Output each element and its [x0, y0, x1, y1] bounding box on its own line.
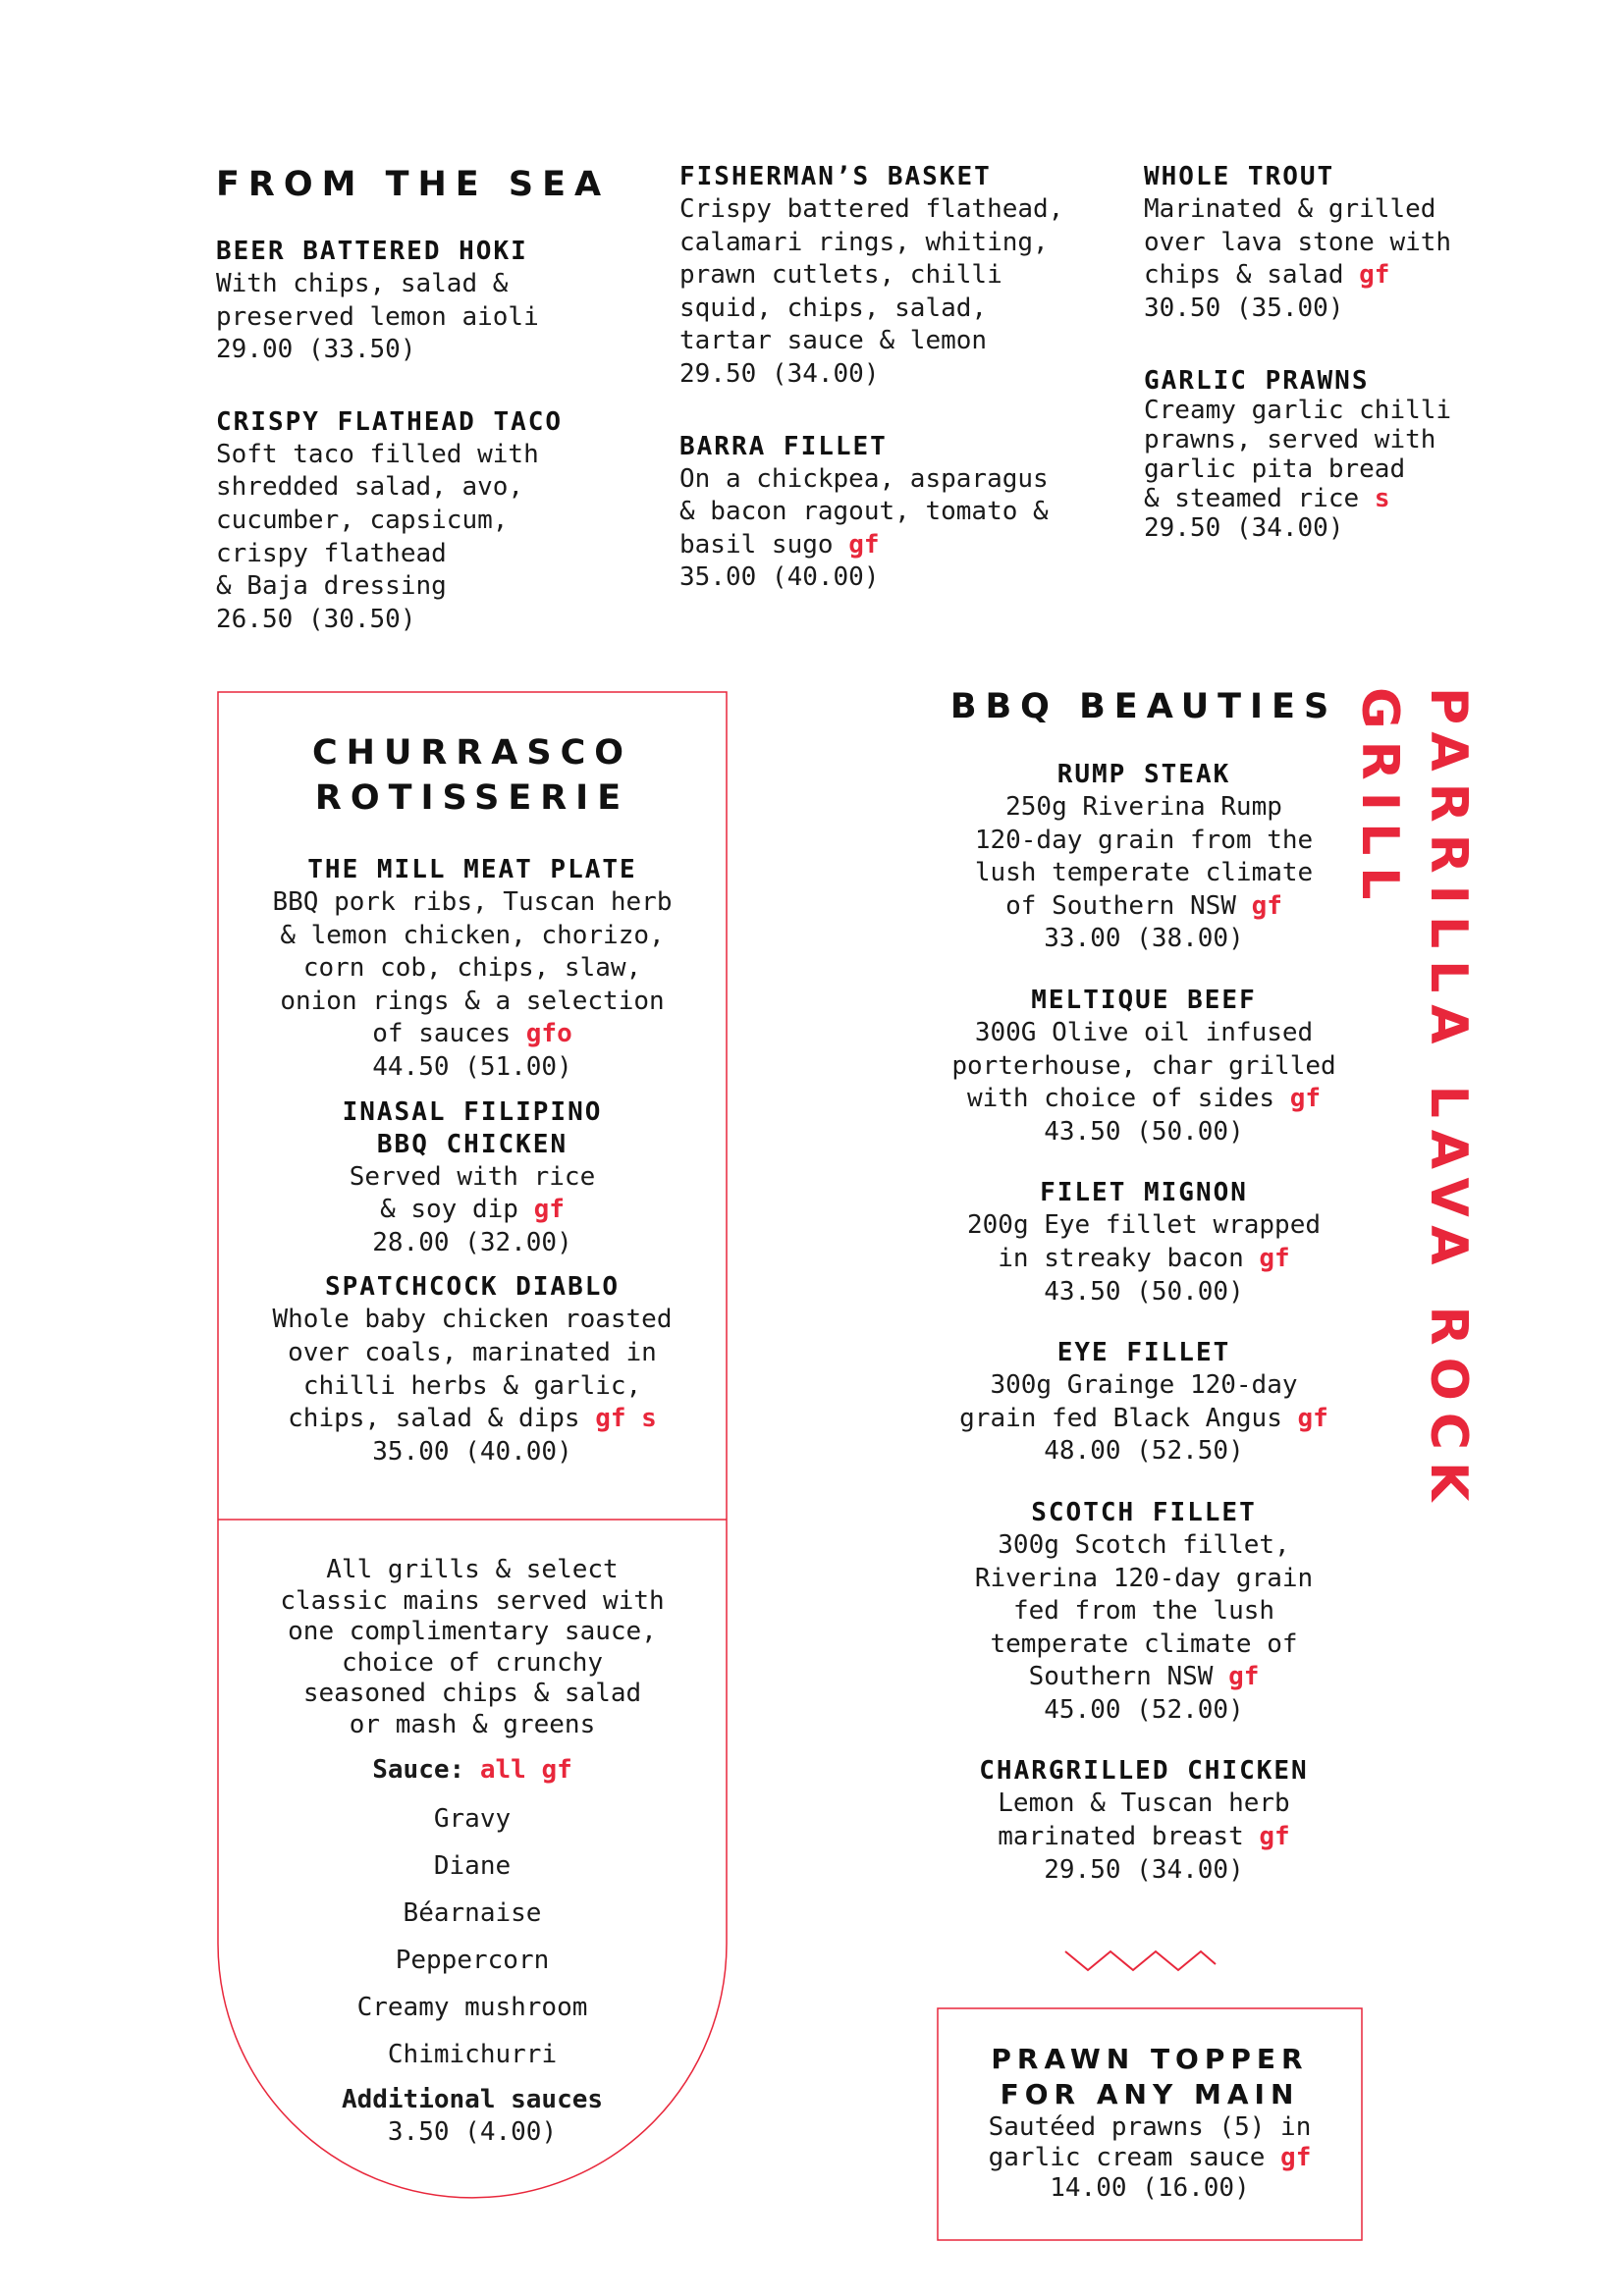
vertical-title: PARRILLA LAVA ROCK GRILL	[1350, 687, 1478, 1514]
item-desc	[889, 791, 1399, 923]
dietary-tag: gf	[1297, 1403, 1328, 1433]
menu-item	[218, 854, 727, 1085]
menu-item	[889, 1337, 1399, 1468]
menu-item	[889, 1755, 1399, 1887]
item-name: GARLIC PRAWNS	[1144, 366, 1370, 397]
item-name: WHOLE TROUT	[1144, 162, 1335, 191]
item-desc-text: Lemon & Tuscan herb marinated breast	[998, 1789, 1290, 1852]
rotisserie-panel	[218, 730, 727, 1480]
dietary-tag: gf	[1280, 2143, 1312, 2172]
item-desc	[889, 1788, 1399, 1853]
item-name: INASAL FILIPINO BBQ CHICKEN	[342, 1096, 603, 1159]
item-desc-text: 300g Grainge 120-day grain fed Black Angus	[959, 1370, 1298, 1433]
item-name: FILET MIGNON	[1040, 1178, 1248, 1208]
sauce-note: All grills & select classic mains served with one complimentary sauce, choice of crunchy seasoned chips & salad or mash & greens	[280, 1555, 665, 1739]
dietary-tag: gf s	[595, 1404, 657, 1434]
item-name: CHARGRILLED CHICKEN	[979, 1756, 1309, 1787]
sauce-item: Creamy mushroom	[356, 1992, 588, 2022]
item-price: 43.50 (50.00)	[1044, 1116, 1244, 1147]
section-title-churrasco: CHURRASCO	[311, 733, 633, 773]
item-desc-text: With chips, salad & preserved lemon aioli	[216, 269, 539, 332]
item-desc-text: BBQ pork ribs, Tuscan herb & lemon chicken, chorizo, corn cob, chips, slaw, onion rings & a selection of sauces	[272, 887, 673, 1049]
section-title-bbq-beauties: BBQ BEAUTIES	[949, 687, 1338, 726]
additional-sauces-price: 3.50 (4.00)	[387, 2117, 558, 2148]
dietary-tag: gf	[1251, 890, 1282, 921]
item-name: MELTIQUE BEEF	[1031, 985, 1257, 1015]
item-desc-text: 200g Eye fillet wrapped in streaky bacon	[966, 1210, 1322, 1273]
item-name: SCOTCH FILLET	[1031, 1497, 1257, 1527]
item-name: SPATCHCOCK DIABLO	[324, 1272, 621, 1303]
section-title-rotisserie: ROTISSERIE	[314, 778, 630, 818]
sauce-item: Gravy	[433, 1803, 512, 1834]
menu-item	[889, 1497, 1399, 1728]
dietary-tag: gf	[1289, 1084, 1322, 1114]
item-desc-text: 300g Scotch fillet, Riverina 120-day grain fed from the lush temperate climate of Southern NSW	[974, 1529, 1314, 1692]
dietary-tag: gf	[1259, 1822, 1290, 1852]
sauce-item: Béarnaise	[403, 1897, 542, 1928]
item-name: EYE FILLET	[1056, 1338, 1231, 1368]
item-desc-text: Sautéed prawns (5) in garlic cream sauce	[988, 2112, 1312, 2172]
item-desc	[889, 1529, 1399, 1694]
item-desc-text: Whole baby chicken roasted over coals, marinated in chilli herbs & garlic, chips, salad & dips	[272, 1305, 673, 1434]
prawn-topper-box	[938, 2042, 1362, 2204]
prawn-topper-title-2: FOR ANY MAIN	[1000, 2078, 1300, 2110]
item-price: 33.00 (38.00)	[1044, 924, 1244, 954]
dietary-tag: gf	[1359, 260, 1390, 291]
sauce-section	[218, 1555, 727, 2150]
sauce-item: Peppercorn	[395, 1945, 550, 1975]
item-desc	[218, 1161, 727, 1227]
item-price: 35.00 (40.00)	[679, 562, 880, 593]
item-desc-text: On a chickpea, asparagus & bacon ragout, tomato & basil sugo	[679, 463, 1049, 560]
item-price: 29.50 (34.00)	[1144, 513, 1344, 544]
item-price: 30.50 (35.00)	[1144, 293, 1344, 323]
item-price: 29.50 (34.00)	[1044, 1854, 1244, 1885]
item-desc	[218, 1304, 727, 1435]
sauce-label-line	[218, 1754, 727, 1788]
item-desc-text: 250g Riverina Rump 120-day grain from the lush temperate climate of Southern NSW	[974, 792, 1314, 921]
item-desc	[218, 886, 727, 1051]
additional-sauces-label: Additional sauces	[341, 2084, 604, 2114]
sauce-label: Sauce:	[372, 1755, 465, 1785]
item-name: THE MILL MEAT PLATE	[307, 855, 637, 884]
menu-item	[889, 985, 1399, 1148]
item-price: 29.50 (34.00)	[679, 358, 880, 389]
dietary-tag: gf	[1228, 1662, 1260, 1692]
item-price: 29.00 (33.50)	[216, 335, 416, 365]
item-desc-text: Crispy battered flathead, calamari rings, whiting, prawn cutlets, chilli squid, chips, salad, tartar sauce & lemon	[679, 194, 1064, 356]
dietary-tag: gf	[848, 529, 880, 560]
item-price: 35.00 (40.00)	[372, 1436, 572, 1467]
item-name: CRISPY FLATHEAD TACO	[216, 406, 564, 437]
dietary-tag: gf	[533, 1195, 565, 1225]
item-name: BARRA FILLET	[679, 431, 888, 461]
menu-item	[218, 1271, 727, 1468]
bbq-section	[889, 684, 1399, 1915]
item-desc-text: Soft taco filled with shredded salad, avo, cucumber, capsicum, crispy flathead & Baja dressing	[216, 439, 539, 602]
item-name: FISHERMAN’S BASKET	[679, 162, 992, 191]
menu-item	[889, 759, 1399, 956]
item-price: 44.50 (51.00)	[372, 1051, 572, 1082]
zigzag-divider	[1065, 1951, 1216, 1970]
item-desc	[889, 1369, 1399, 1435]
dietary-tag: gf	[1259, 1243, 1290, 1273]
item-price: 45.00 (52.00)	[1044, 1694, 1244, 1725]
section-title-from-the-sea: FROM THE SEA	[216, 165, 611, 204]
dietary-tag: all gf	[479, 1755, 572, 1785]
item-desc-text: 300G Olive oil infused porterhouse, char grilled with choice of sides	[951, 1017, 1336, 1114]
sauce-item: Chimichurri	[387, 2039, 558, 2069]
item-desc	[889, 1209, 1399, 1275]
item-price: 26.50 (30.50)	[216, 604, 416, 634]
prawn-topper-title-1: PRAWN TOPPER	[991, 2043, 1309, 2075]
item-price: 14.00 (16.00)	[1050, 2173, 1250, 2203]
item-price: 48.00 (52.50)	[1044, 1436, 1244, 1467]
menu-item	[218, 1096, 727, 1260]
item-price: 28.00 (32.00)	[372, 1227, 572, 1257]
item-name: BEER BATTERED HOKI	[216, 237, 528, 266]
item-name: RUMP STEAK	[1056, 760, 1231, 789]
item-desc	[938, 2112, 1362, 2173]
item-price: 43.50 (50.00)	[1044, 1276, 1244, 1307]
dietary-tag: s	[1374, 484, 1390, 514]
dietary-tag: gfo	[525, 1019, 572, 1049]
sauce-item: Diane	[433, 1850, 512, 1881]
item-desc-text: Marinated & grilled over lava stone with chips & salad	[1144, 194, 1452, 291]
item-desc	[889, 1017, 1399, 1116]
item-desc-text: Served with rice & soy dip	[349, 1161, 596, 1225]
menu-item	[889, 1177, 1399, 1308]
item-desc-text: Creamy garlic chilli prawns, served with garlic pita bread & steamed rice	[1144, 396, 1452, 514]
